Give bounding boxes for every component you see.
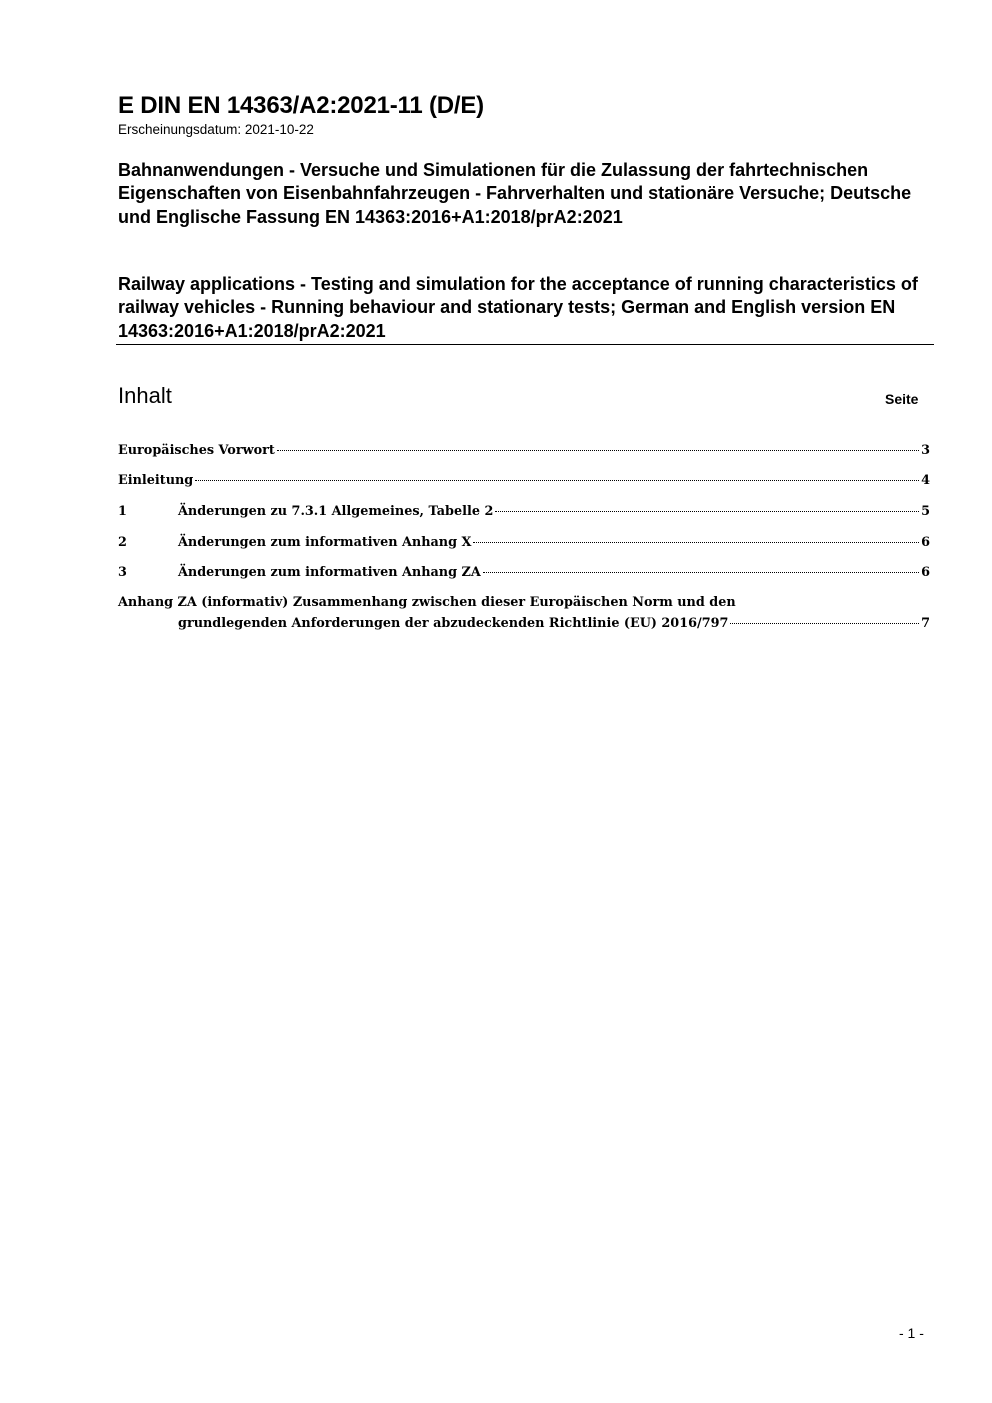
toc-heading: Inhalt xyxy=(118,383,172,408)
toc-entry-text: Einleitung xyxy=(118,473,194,488)
toc-entry-text: Europäisches Vorwort xyxy=(118,443,275,458)
toc-entry-text-continued: grundlegenden Anforderungen der abzudeckenden Richtlinie (EU) 2016/797 xyxy=(178,616,729,631)
toc-leader-dots xyxy=(730,623,919,624)
toc-entry-introduction[interactable] xyxy=(118,470,930,491)
toc-leader-dots xyxy=(277,450,919,451)
toc-entry-number: 2 xyxy=(118,535,127,550)
toc-entry-page: 7 xyxy=(921,616,930,631)
toc-entry-page: 5 xyxy=(921,504,930,519)
toc-leader-dots xyxy=(195,480,919,481)
toc-entry-annex-za[interactable] xyxy=(118,592,930,634)
toc-entry-text: Änderungen zum informativen Anhang X xyxy=(178,535,472,550)
document-title: E DIN EN 14363/A2:2021-11 (D/E) xyxy=(118,92,484,119)
toc-entry-page: 4 xyxy=(921,473,930,488)
toc-entry-number: 3 xyxy=(118,565,127,580)
title-divider xyxy=(116,344,934,345)
toc-entry-text: Anhang ZA (informativ) Zusammenhang zwischen dieser Europäischen Norm und den xyxy=(118,595,736,610)
toc-entry-section-3[interactable] xyxy=(118,562,930,583)
german-title: Bahnanwendungen - Versuche und Simulationen für die Zulassung der fahrtechnischen Eigenschaften von Eisenbahnfahrzeugen - Fahrverhalten und stationäre Versuche; Deutsche und Englische Fassung EN 14363:2016+A1:2018/prA2:2021 xyxy=(118,160,912,227)
toc-leader-dots xyxy=(473,542,919,543)
toc-entry-foreword[interactable] xyxy=(118,440,930,461)
toc-entry-section-1[interactable] xyxy=(118,501,930,522)
toc-entry-text: Änderungen zum informativen Anhang ZA xyxy=(178,565,481,580)
toc-entry-number: 1 xyxy=(118,504,127,519)
toc-entry-page: 6 xyxy=(921,535,930,550)
toc-entry-text: Änderungen zu 7.3.1 Allgemeines, Tabelle 2 xyxy=(178,504,494,519)
toc-leader-dots xyxy=(483,572,919,573)
toc-entry-section-2[interactable] xyxy=(118,532,930,553)
toc-page-column-label: Seite xyxy=(885,391,919,407)
toc-leader-dots xyxy=(495,511,919,512)
publication-date: Erscheinungsdatum: 2021-10-22 xyxy=(118,122,314,137)
page-number: - 1 - xyxy=(899,1325,924,1341)
english-title: Railway applications - Testing and simulation for the acceptance of running characteristics of railway vehicles - Running behaviour and stationary tests; German and English version EN 14363:2016+A1:2018/prA2:2021 xyxy=(118,274,918,341)
toc-entry-page: 3 xyxy=(921,443,930,458)
toc-entry-page: 6 xyxy=(921,565,930,580)
